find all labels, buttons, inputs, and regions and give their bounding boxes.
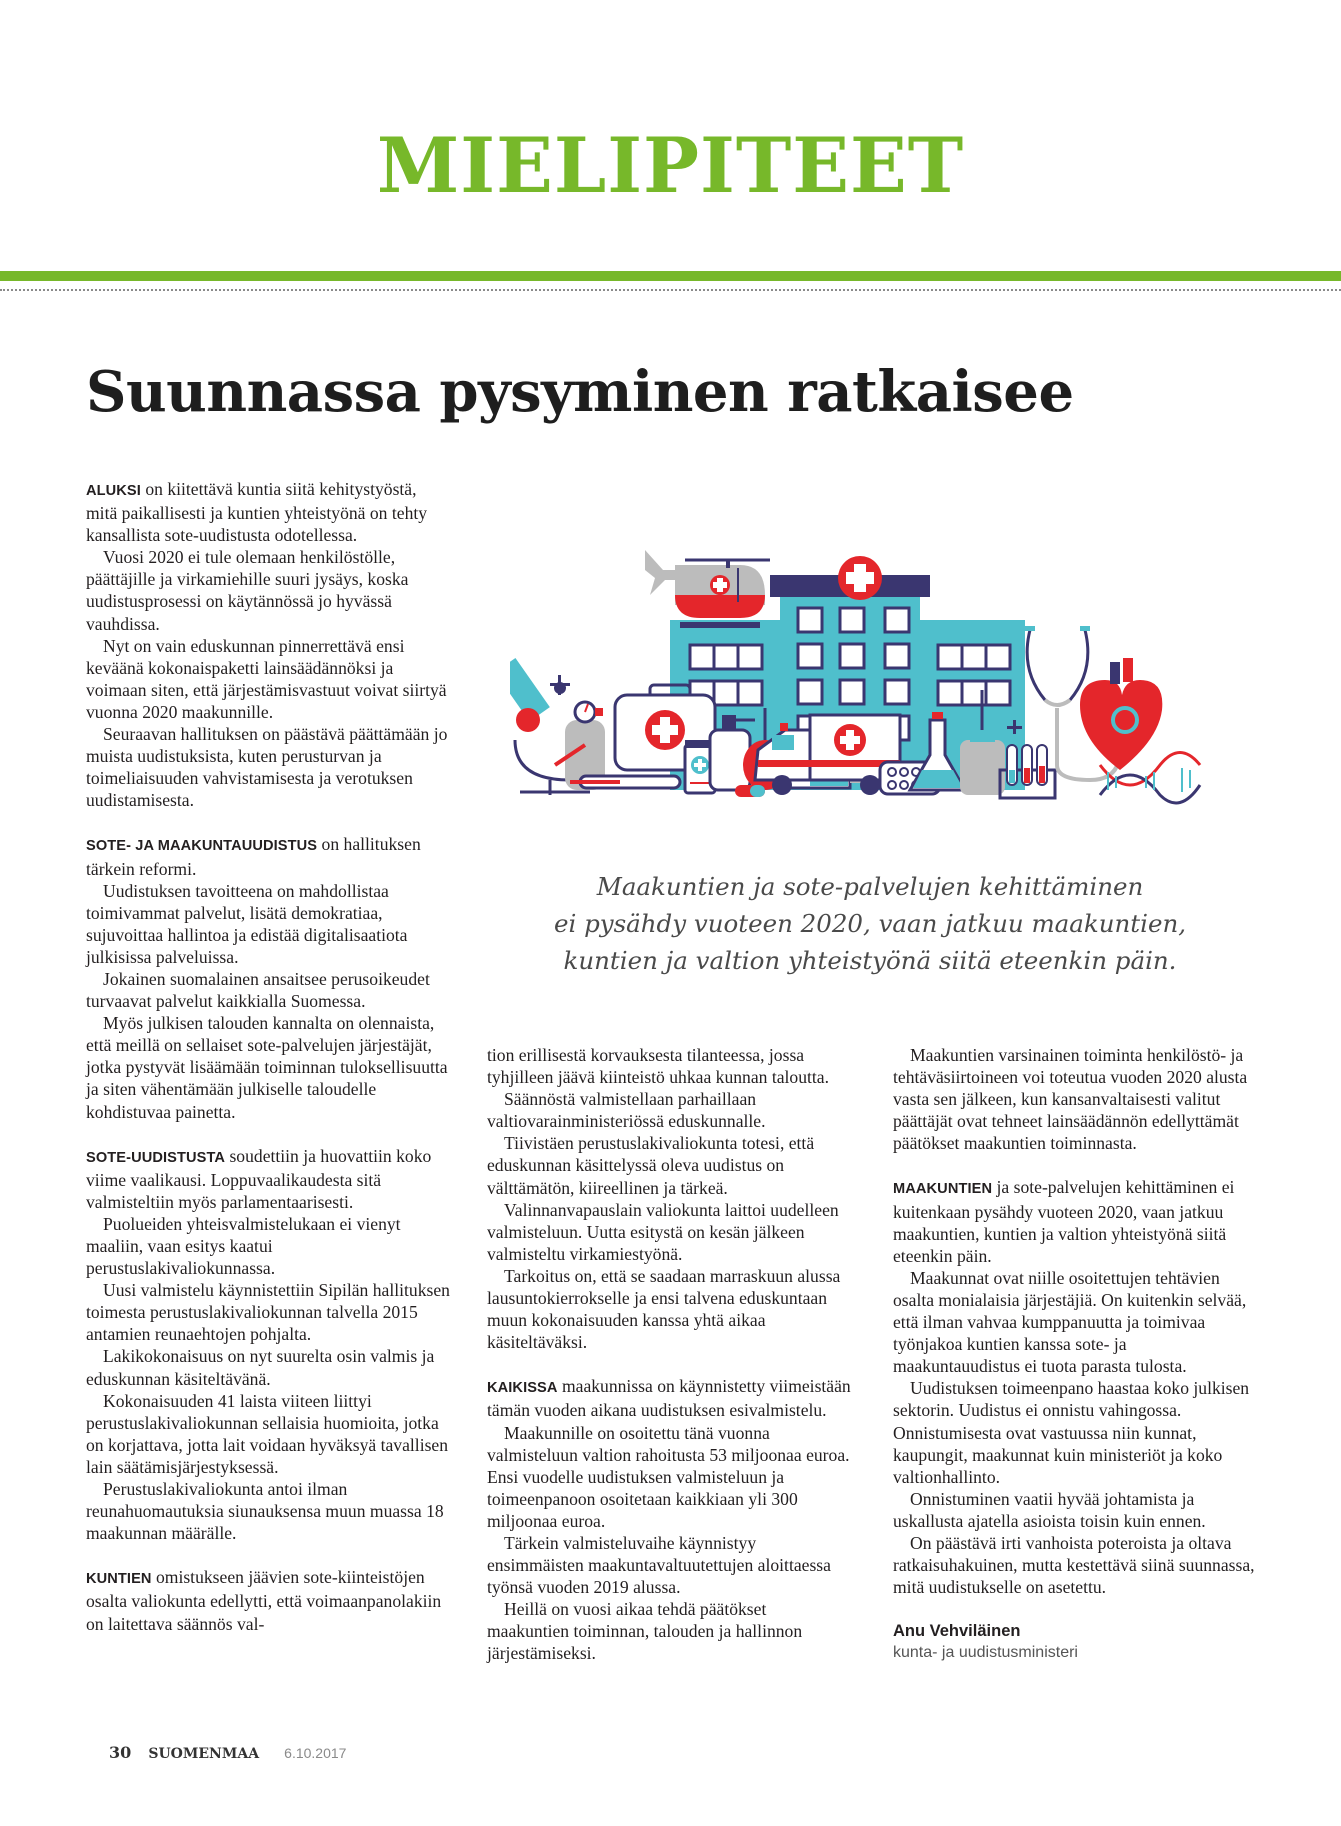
paragraph: Uudistuksen toimeenpano haastaa koko julkisen sektorin. Uudistus ei onnistu vahingossa. Onnistumisesta ovat vastuussa niin kunnat, kaupungit, maakunnat kuin ministeriöt ja koko valtionhallinto.: [893, 1378, 1250, 1487]
test-tubes-icon: [1000, 745, 1055, 798]
page-number: 30: [109, 1743, 132, 1762]
lead-word: SOTE- JA MAAKUNTAUUDISTUS: [86, 838, 318, 855]
paragraph: Valinnanvapauslain valiokunta laittoi uudelleen valmisteluun. Uutta esitystä on kesän jälkeen valmisteltu virkamiestyönä.: [487, 1199, 839, 1264]
paragraph: Maakunnille on osoitettu tänä vuonna valmisteluun valtion rahoitusta 53 miljoonaa euroa. Ensi vuodelle uudistuksen valmisteluun ja toimeenpanoon osoitetaan kaikkiaan yli 300 miljoonaa euroa.: [487, 1422, 850, 1531]
issue-date: 6.10.2017: [284, 1745, 347, 1761]
author-signature: [893, 1620, 1257, 1664]
paragraph: Uusi valmistelu käynnistettiin Sipilän hallituksen toimesta perustuslakivaliokunnan talvella 2015 antamien reunaehtojen pohjalta.: [86, 1280, 450, 1345]
paragraph-text: on hallituksen tärkein reformi.: [86, 834, 421, 879]
paragraph: Puolueiden yhteisvalmistelukaan ei vienyt maaliin, vaan esitys kaatui perustuslakivaliokunnassa.: [86, 1213, 401, 1279]
paragraph-text: maakunnissa on käynnistetty viimeistään tämän vuoden aikana uudistuksen esivalmistelu.: [487, 1376, 851, 1421]
paragraph: Tarkoitus on, että se saadaan marraskuun alussa lausuntokierrokselle ja ensi talvena eduskuntaan muun kokonaisuuden kanssa yhtä aikaa käsiteltäväksi.: [487, 1265, 841, 1353]
paragraph-text: on kiitettävä kuntia siitä kehitystyöstä, mitä paikallisesti ja kuntien yhteistyönä on tehty kansallista sote-uudistusta odotellessa.: [86, 479, 428, 546]
thermometer-icon: [570, 776, 680, 788]
paragraph: Heillä on vuosi aikaa tehdä päätökset maakuntien toiminnan, talouden ja hallinnon järjestämiseksi.: [487, 1599, 803, 1664]
pull-quote-line: kuntien ja valtion yhteistyönä siitä eteenkin päin.: [563, 946, 1177, 975]
paragraph: [86, 478, 450, 546]
paragraph: Tiivistäen perustuslakivaliokunta totesi, että eduskunnan käsittelyssä oleva uudistus on välttämätön, kiireellinen ja tärkeä.: [487, 1133, 815, 1198]
author-name: Anu Vehviläinen: [893, 1622, 1021, 1641]
paragraph: Maakuntien varsinainen toiminta henkilöstö- ja tehtäväsiirtoineen voi toteutua vuoden 2020 alusta vasta sen jälkeen, kun kansanvaltaisesti valitut päättäjät ovat tehneet lainsäädännön edellyttämät päätökset maakuntien toiminnasta.: [893, 1045, 1248, 1154]
pull-quote-line: ei pysähdy vuoteen 2020, vaan jatkuu maakuntien,: [553, 909, 1187, 938]
paragraph: tion erillisestä korvauksesta tilanteessa, jossa tyhjilleen jäävä kiinteistö uhkaa kunnan taloutta.: [487, 1045, 830, 1088]
paragraph: Myös julkisen talouden kannalta on olennaista, että meillä on sellaiset sote-palvelujen järjestäjät, jotka pystyvät lisäämään toiminnan tuloksellisuutta ja siten vähentämään julkiselle taloudelle kohdistuvaa painetta.: [86, 1013, 448, 1122]
paragraph: Nyt on vain eduskunnan pinnerrettävä ensi keväänä kokonaispaketti lainsäädännöksi ja voimaan siten, että järjestämisvastuut voivat siirtyä vuonna 2020 maakunnille.: [86, 635, 447, 722]
paragraph: [893, 1176, 1257, 1266]
paragraph: Seuraavan hallituksen on päästävä päättämään jo muista uudistuksista, kuten perusturvan ja toimeliaisuuden vahvistamisesta ja verotuksen uudistamisesta.: [86, 724, 448, 811]
page-footer: [109, 1743, 346, 1762]
article-column-1: [86, 478, 450, 1635]
dotted-rule: [0, 289, 1341, 291]
paragraph: [86, 833, 450, 879]
lead-word: KAIKISSA: [487, 1380, 558, 1397]
paragraph: [86, 1566, 450, 1634]
paragraph: Jokainen suomalainen ansaitsee perusoikeudet turvaavat palvelut kaikkialla Suomessa.: [86, 968, 430, 1012]
paragraph-text: omistukseen jäävien sote-kiinteistöjen osalta valiokunta edellytti, että voimaanpanolakiin on laitettava säännös val-: [86, 1567, 442, 1634]
paragraph: On päästävä irti vanhoista poteroista ja oltava ratkaisuhakuinen, mutta kestettävä siinä suunnassa, mitä uudistukselle on asetettu.: [893, 1532, 1255, 1598]
paragraph: Onnistuminen vaatii hyvää johtamista ja uskallusta ajatella asioista toisin kuin ennen.: [893, 1488, 1206, 1531]
paragraph: Maakunnat ovat niille osoitettujen tehtävien osalta monialaisia järjestäjiä. On kuitenkin selvää, että ilman vahvaa kumppanuutta ja toimivaa työnjakoa kuntien kanssa sote- ja maakuntauudistus ei tuota parasta tulosta.: [893, 1267, 1247, 1377]
paragraph-text: soudettiin ja huovattiin koko viime vaalikausi. Loppuvaalikaudesta sitä valmisteltiin myös parlamentaarisesti.: [86, 1145, 432, 1212]
paragraph: Vuosi 2020 ei tule olemaan henkilöstölle, päättäjille ja virkamiehille suuri jysäys, koska uudistusprosessi on käytännössä jo hyvässä vauhdissa.: [86, 547, 409, 634]
article-headline: Suunnassa pysyminen ratkaisee: [86, 359, 1074, 425]
paragraph: Säännöstä valmistellaan parhaillaan valtiovarainministeriössä eduskunnalle.: [487, 1089, 766, 1132]
paragraph-text: ja sote-palvelujen kehittäminen ei kuitenkaan pysähdy vuoteen 2020, vaan jatkuu maakuntien, kuntien ja valtion yhteistyönä siitä eteenkin päin.: [893, 1177, 1235, 1266]
pull-quote: [480, 868, 1260, 979]
green-rule: [0, 271, 1341, 281]
microscope-icon: [510, 658, 605, 795]
paragraph: Lakikokonaisuus on nyt suurelta osin valmis ja eduskunnan käsiteltävänä.: [86, 1346, 435, 1389]
section-title: MIELIPITEET: [376, 121, 965, 210]
paragraph: Tärkein valmisteluvaihe käynnistyy ensimmäisten maakuntavaltuutettujen aloittaessa työnsä vuoden 2019 alussa.: [487, 1532, 831, 1598]
medical-illustration: [510, 540, 1230, 810]
helicopter-icon: [645, 550, 770, 628]
article-column-2: [487, 1044, 851, 1665]
article-column-3: [893, 1044, 1257, 1664]
pill-capsule-icon: [735, 785, 765, 797]
lead-word: MAAKUNTIEN: [893, 1181, 993, 1198]
pull-quote-line: Maakuntien ja sote-palvelujen kehittäminen: [596, 872, 1144, 901]
paragraph: [86, 1145, 450, 1213]
paragraph: [487, 1375, 851, 1421]
heart-icon: [1080, 658, 1162, 770]
paragraph: Uudistuksen tavoitteena on mahdollistaa toimivammat palvelut, lisätä demokratiaa, sujuvoittaa hallintoa ja edistää digitalisaatiota julkisissa palveluissa.: [86, 880, 408, 967]
lead-word: ALUKSI: [86, 483, 141, 499]
lead-word: KUNTIEN: [86, 1571, 152, 1588]
paragraph: Perustuslakivaliokunta antoi ilman reunahuomautuksia siunauksensa muun muassa 18 maakunnan määrälle.: [86, 1479, 444, 1544]
lead-word: SOTE-UUDISTUSTA: [86, 1149, 226, 1166]
pressure-gauge-icon: [575, 702, 603, 722]
paragraph: Kokonaisuuden 41 laista viiteen liittyi perustuslakivaliokunnan sellaisia huomioita, jotka on korjattava, jotta lait voidaan hyväksyä tavallisen lain säätämisjärjestyksessä.: [86, 1390, 449, 1477]
publication-name: SUOMENMAA: [148, 1746, 260, 1762]
author-title: kunta- ja uudistusministeri: [893, 1644, 1078, 1662]
